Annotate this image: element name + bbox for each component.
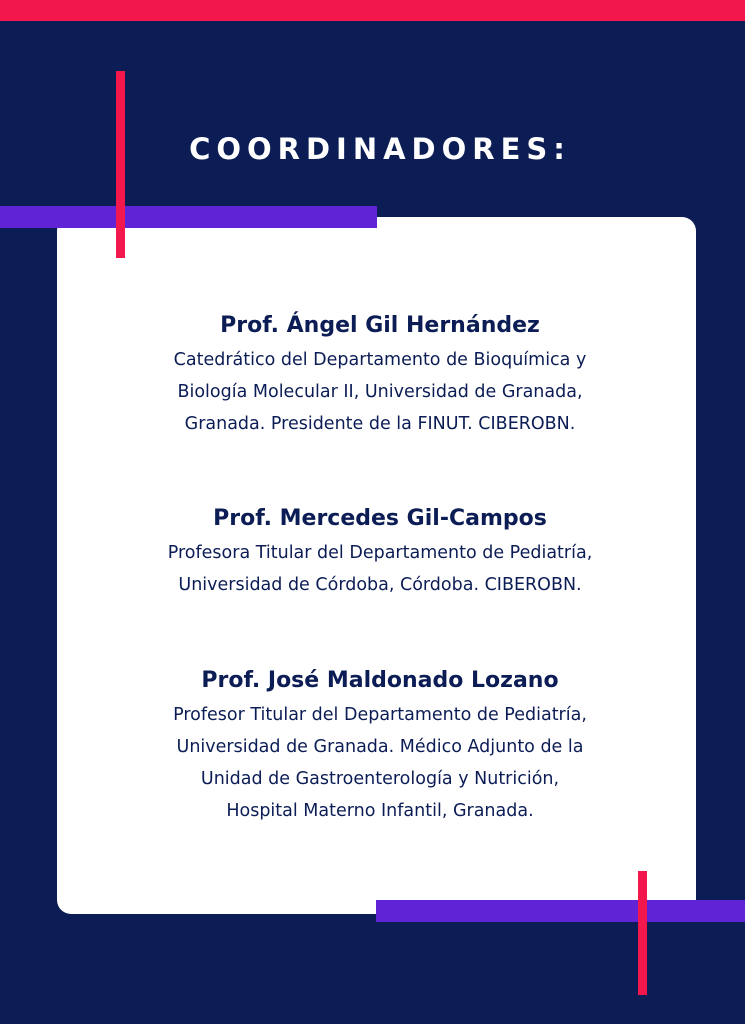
coordinator-name: Prof. Ángel Gil Hernández <box>220 313 540 338</box>
coordinator-entry <box>0 666 745 827</box>
red-accent-line-top <box>116 71 125 258</box>
coordinator-entry <box>0 504 745 601</box>
description-line: Profesor Titular del Departamento de Pediatría, <box>173 705 587 725</box>
description-line: Unidad de Gastroenterología y Nutrición, <box>200 769 560 789</box>
purple-accent-bar-top <box>0 206 377 228</box>
coordinator-description <box>0 537 745 601</box>
description-line: Universidad de Granada. Médico Adjunto de la <box>176 737 584 757</box>
red-accent-line-bottom <box>638 871 647 995</box>
description-line: Catedrático del Departamento de Bioquímica y <box>173 350 587 370</box>
description-line: Universidad de Córdoba, Córdoba. CIBEROBN. <box>178 575 582 595</box>
coordinator-entry <box>0 311 745 440</box>
description-line: Hospital Materno Infantil, Granada. <box>226 801 534 821</box>
purple-accent-bar-bottom <box>376 900 745 922</box>
top-accent-bar <box>0 0 745 21</box>
description-line: Profesora Titular del Departamento de Pediatría, <box>167 543 593 563</box>
coordinator-description <box>0 699 745 827</box>
coordinator-name: Prof. José Maldonado Lozano <box>201 668 559 693</box>
coordinator-description <box>0 344 745 440</box>
page-title: COORDINADORES: <box>189 132 571 166</box>
description-line: Granada. Presidente de la FINUT. CIBEROBN. <box>184 414 576 434</box>
description-line: Biología Molecular II, Universidad de Granada, <box>177 382 583 402</box>
coordinator-name: Prof. Mercedes Gil-Campos <box>213 506 547 531</box>
